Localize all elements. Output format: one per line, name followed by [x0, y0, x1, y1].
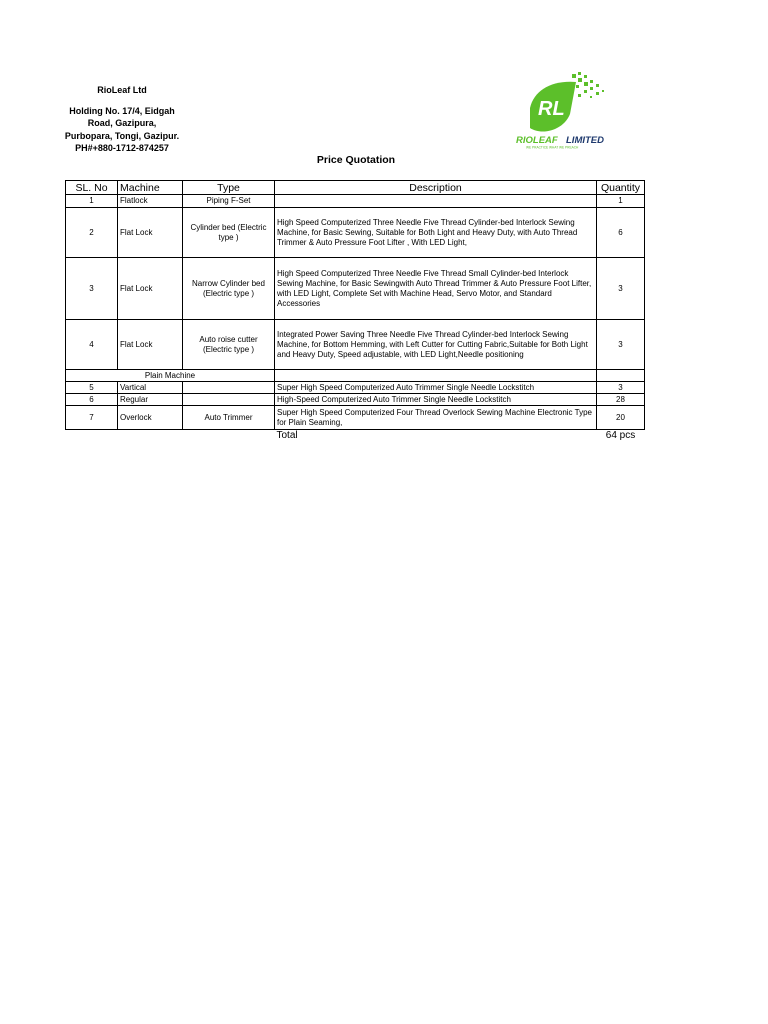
cell-quantity: 3 — [597, 258, 645, 320]
cell-empty — [275, 370, 597, 382]
table-row — [66, 406, 645, 430]
logo-tagline: WE PRACTICE WHAT WE PREACH — [526, 145, 579, 150]
cell-empty — [597, 370, 645, 382]
cell-machine: Regular — [118, 394, 183, 406]
cell-type: Cylinder bed (Electric type ) — [183, 208, 275, 258]
logo-initials: RL — [538, 98, 565, 120]
total-row — [66, 430, 645, 443]
cell-quantity: 20 — [597, 406, 645, 430]
cell-sl: 7 — [66, 406, 118, 430]
header-row — [66, 181, 645, 195]
cell-type: Auto Trimmer — [183, 406, 275, 430]
address-line-1: Holding No. 17/4, Eidgah — [69, 105, 175, 116]
header-machine: Machine — [118, 181, 183, 195]
section-label: Plain Machine — [66, 370, 275, 382]
rioleaf-logo — [512, 70, 630, 150]
table-row — [66, 382, 645, 394]
table-row — [66, 195, 645, 208]
company-name: RioLeaf Ltd — [97, 85, 147, 95]
cell-quantity: 3 — [597, 320, 645, 370]
cell-description — [275, 258, 597, 320]
description-text: High Speed Computerized Three Needle Five Thread Small Cylinder-bed Interlock Sewing Machine, for Basic Sewingwith Auto Thread Trimmer & Auto Pressure Foot Lifter, with LED Light, Complete Set with Machine Head, Servo Motor, and Standard — [277, 268, 592, 298]
cell-description: High-Speed Computerized Auto Trimmer Single Needle Lockstitch — [275, 394, 597, 406]
header-sl: SL. No — [66, 181, 118, 195]
description-text-line2: Accessories — [277, 298, 321, 308]
logo-name-part2: LIMITED — [566, 135, 604, 146]
table-row — [66, 258, 645, 320]
cell-sl: 5 — [66, 382, 118, 394]
total-label: Total — [276, 430, 298, 442]
total-value: 64 pcs — [605, 430, 636, 442]
table-row — [66, 208, 645, 258]
cell-quantity: 1 — [597, 195, 645, 208]
address-line-2: Road, Gazipura, — [87, 118, 157, 128]
cell-sl: 3 — [66, 258, 118, 320]
document-title: Price Quotation — [316, 154, 396, 166]
cell-type — [183, 382, 275, 394]
cell-sl: 4 — [66, 320, 118, 370]
company-info — [64, 84, 180, 155]
cell-type: Narrow Cylinder bed (Electric type ) — [183, 258, 275, 320]
address-line-3: Purbopara, Tongi, Gazipur. — [64, 130, 180, 141]
cell-machine: Flat Lock — [118, 258, 183, 320]
cell-quantity: 3 — [597, 382, 645, 394]
cell-sl: 1 — [66, 195, 118, 208]
table-row — [66, 320, 645, 370]
header-quantity: Quantity — [597, 181, 645, 195]
cell-quantity: 6 — [597, 208, 645, 258]
cell-description: High Speed Computerized Three Needle Five Thread Cylinder-bed Interlock Sewing Machine, for Basic Sewing, Suitable for Both Light and Heavy Duty, with Auto Thread Trimmer & Auto Pressure Foot Lifter , With LED Light, — [275, 208, 597, 258]
logo-pixel-dots — [572, 72, 604, 98]
section-row — [66, 370, 645, 382]
cell-machine: Flat Lock — [118, 208, 183, 258]
quotation-table — [65, 180, 645, 443]
cell-description — [275, 195, 597, 208]
header-description: Description — [275, 181, 597, 195]
cell-machine: Flatlock — [118, 195, 183, 208]
table-row — [66, 394, 645, 406]
cell-description: Super High Speed Computerized Four Thread Overlock Sewing Machine Electronic Type for Plain Seaming, — [275, 406, 597, 430]
company-phone: PH#+880-1712-874257 — [75, 143, 169, 153]
cell-description: Integrated Power Saving Three Needle Five Thread Cylinder-bed Interlock Sewing Machine, for Bottom Hemming, with Left Cutter for Cutting Fabric,Suitable for Both Light and Heavy Duty, Speed adjustable, with LED Light,Needle positioning — [275, 320, 597, 370]
logo-name-part1: RIOLEAF — [516, 135, 558, 146]
cell-machine: Flat Lock — [118, 320, 183, 370]
cell-machine: Vartical — [118, 382, 183, 394]
cell-type: Auto roise cutter (Electric type ) — [183, 320, 275, 370]
cell-machine: Overlock — [118, 406, 183, 430]
cell-sl: 6 — [66, 394, 118, 406]
cell-quantity: 28 — [597, 394, 645, 406]
cell-description: Super High Speed Computerized Auto Trimmer Single Needle Lockstitch — [275, 382, 597, 394]
cell-type — [183, 394, 275, 406]
cell-sl: 2 — [66, 208, 118, 258]
header-type: Type — [183, 181, 275, 195]
cell-type: Piping F-Set — [183, 195, 275, 208]
